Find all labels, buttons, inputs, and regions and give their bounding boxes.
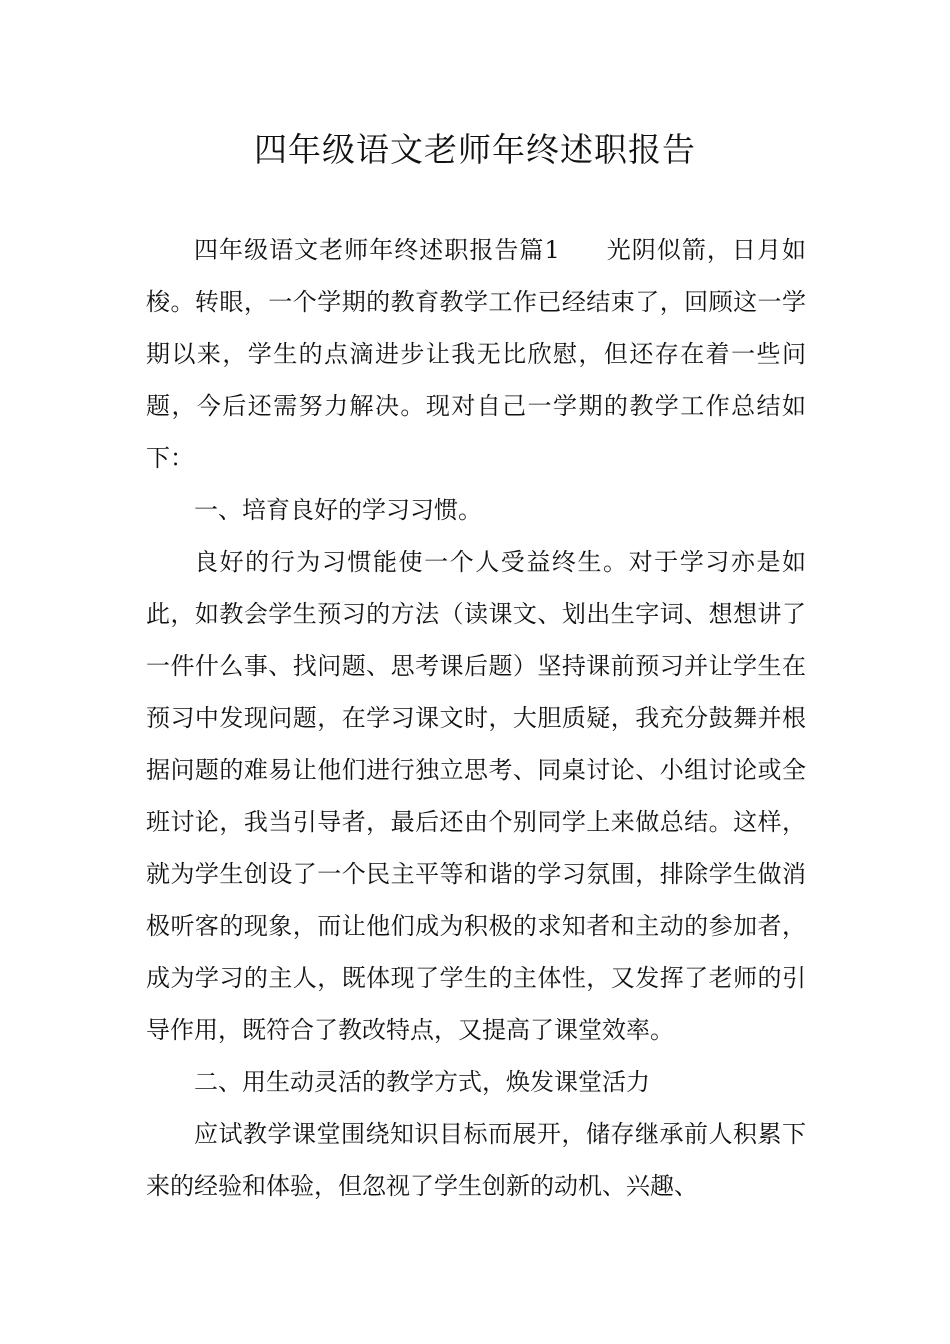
body-paragraph-1: 良好的行为习惯能使一个人受益终生。对于学习亦是如此，如教会学生预习的方法（读课文、划出生字词、想想讲了一件什么事、找问题、思考课后题）坚持课前预习并让学生在预习中发现问题，在学习课文时，大胆质疑，我充分鼓舞并根据问题的难易让他们进行独立思考、同桌讨论、小组讨论或全班讨论，我当引导者，最后还由个别同学上来做总结。这样，就为学生创设了一个民主平等和谐的学习氛围，排除学生做消极听客的现象，而让他们成为积极的求知者和主动的参加者，成为学习的主人，既体现了学生的主体性，又发挥了老师的引导作用，既符合了教改特点，又提高了课堂效率。 — [146, 548, 806, 1044]
body-paragraph-2: 应试教学课堂围绕知识目标而展开，储存继承前人积累下来的经验和体验，但忽视了学生创新的动机、兴趣、 — [146, 1120, 806, 1200]
document-title: 四年级语文老师年终述职报告 — [254, 130, 696, 169]
section-heading-2: 二、用生动灵活的教学方式，焕发课堂活力 — [194, 1068, 650, 1096]
intro-text: 光阴似箭，日月如梭。转眼，一个学期的教育教学工作已经结束了，回顾这一学期以来，学生的点滴进步让我无比欣慰，但还存在着一些问题，今后还需努力解决。现对自己一学期的教学工作总结如下： — [146, 236, 806, 472]
intro-paragraph — [146, 224, 806, 484]
intro-heading: 四年级语文老师年终述职报告篇1 — [194, 236, 560, 264]
document-body — [146, 224, 806, 1212]
section-heading-1: 一、培育良好的学习习惯。 — [194, 496, 482, 524]
